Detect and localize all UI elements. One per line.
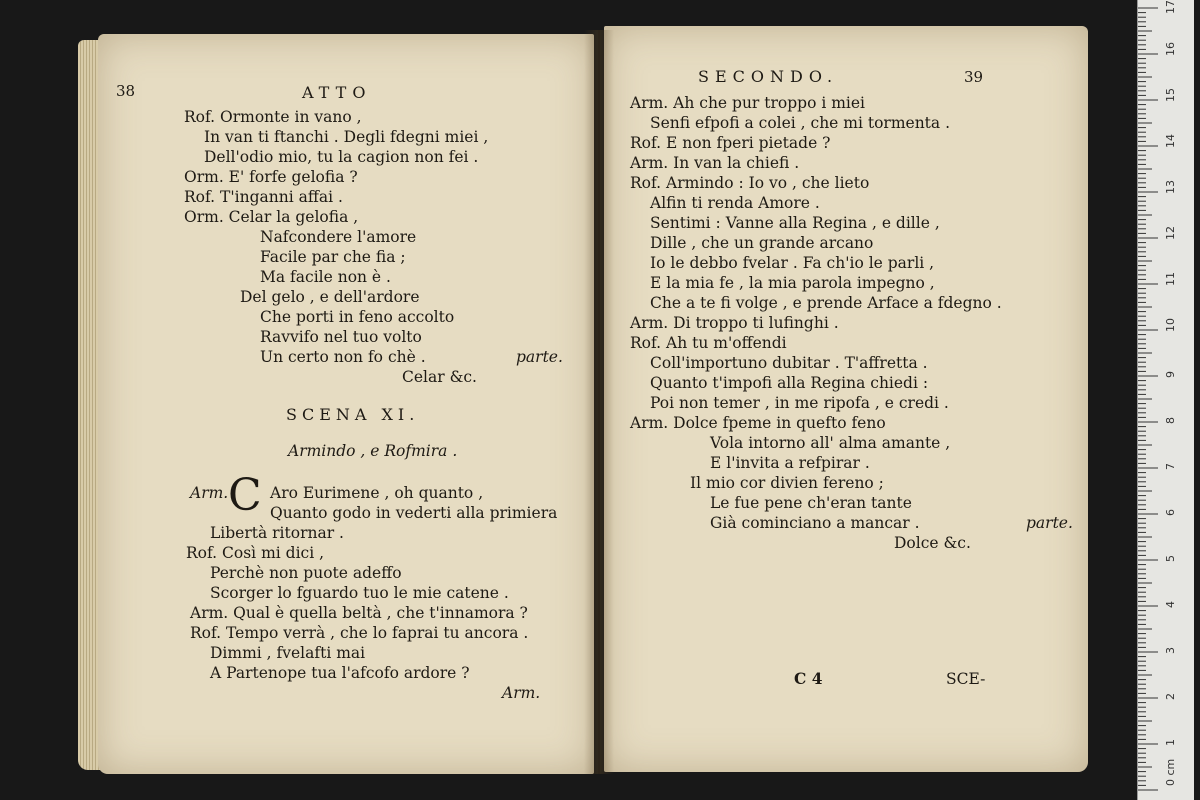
left-running-header: ATTO: [302, 83, 372, 102]
ruler-number: 17: [1164, 0, 1177, 14]
text-line: Rof. Ormonte in vano ,: [184, 108, 362, 126]
stage-direction: parte.: [1026, 514, 1073, 532]
text-line: Il mio cor divien fereno ;: [690, 474, 884, 492]
text-line: Che porti in feno accolto: [260, 308, 455, 326]
text-line: Coll'importuno dubitar . T'affretta .: [650, 354, 928, 372]
ruler-number: 5: [1164, 555, 1177, 562]
text-line: Libertà ritornar .: [210, 524, 344, 542]
text-line: Arm. Ah che pur troppo i miei: [630, 94, 866, 112]
ruler-unit-label: 0 cm: [1164, 758, 1177, 786]
text-line: Poi non temer , in me ripofa , e credi .: [650, 394, 949, 412]
text-line: Dell'odio mio, tu la cagion non fei .: [204, 148, 479, 166]
text-line: Senfi efpofi a colei , che mi tormenta .: [650, 114, 951, 132]
ruler-ticks: [1138, 0, 1194, 800]
ruler-number: 7: [1164, 463, 1177, 470]
text-line: Rof. Armindo : Io vo , che lieto: [630, 174, 870, 192]
ruler-number: 13: [1164, 180, 1177, 194]
ruler-number: 1: [1164, 739, 1177, 746]
catchword: SCE-: [946, 670, 986, 688]
ruler-number: 15: [1164, 88, 1177, 102]
text-line: E l'invita a refpirar .: [710, 454, 870, 472]
text-line: Rof. T'inganni affai .: [184, 188, 343, 206]
scene-characters: Armindo , e Rofmira .: [288, 442, 458, 460]
text-line: Arm. In van la chiefi .: [630, 154, 800, 172]
open-book: [78, 26, 1092, 778]
text-line: Orm. E' forfe gelofia ?: [184, 168, 358, 186]
text-line: Sentimi : Vanne alla Regina , e dille ,: [650, 214, 940, 232]
measuring-ruler: [1137, 0, 1194, 800]
catchword: Arm.: [502, 684, 541, 702]
text-line: Dolce &c.: [894, 534, 971, 552]
ruler-number: 11: [1164, 272, 1177, 286]
text-line: Ravvifo nel tuo volto: [260, 328, 422, 346]
text-line: Arm. Qual è quella beltà , che t'innamora ?: [190, 604, 528, 622]
drop-capital: C: [228, 470, 262, 521]
ruler-number: 2: [1164, 693, 1177, 700]
text-line: Ma facile non è .: [260, 268, 391, 286]
text-line: E la mia fe , la mia parola impegno ,: [650, 274, 935, 292]
text-line: Perchè non puote adeffo: [210, 564, 402, 582]
ruler-number: 14: [1164, 134, 1177, 148]
ruler-number: 9: [1164, 371, 1177, 378]
text-line: Io le debbo fvelar . Fa ch'io le parli ,: [650, 254, 935, 272]
ruler-number: 8: [1164, 417, 1177, 424]
signature-mark: C 4: [794, 669, 823, 688]
text-line: Orm. Celar la gelofia ,: [184, 208, 359, 226]
ruler-number: 12: [1164, 226, 1177, 240]
ruler-number: 3: [1164, 647, 1177, 654]
text-line: In van ti ftanchi . Degli fdegni miei ,: [204, 128, 489, 146]
text-line: Quanto t'impofi alla Regina chiedi :: [650, 374, 929, 392]
text-line: Già cominciano a mancar .: [710, 514, 920, 532]
text-line: Del gelo , e dell'ardore: [240, 288, 420, 306]
text-line: Alfin ti renda Amore .: [650, 194, 820, 212]
text-line: Celar &c.: [402, 368, 477, 386]
text-line: Rof. Ah tu m'offendi: [630, 334, 787, 352]
ruler-number: 6: [1164, 509, 1177, 516]
text-line: Le fue pene ch'eran tante: [710, 494, 912, 512]
right-page-number: 39: [964, 68, 984, 86]
text-line: A Partenope tua l'afcofo ardore ?: [210, 664, 470, 682]
text-line: Facile par che fia ;: [260, 248, 406, 266]
ruler-number: 10: [1164, 318, 1177, 332]
right-page: [604, 26, 1088, 772]
text-line: Rof. E non fperi pietade ?: [630, 134, 831, 152]
text-line: Rof. Così mi dici ,: [186, 544, 325, 562]
ruler-number: 16: [1164, 42, 1177, 56]
text-line: Scorger lo fguardo tuo le mie catene .: [210, 584, 509, 602]
text-line: Quanto godo in vederti alla primiera: [270, 504, 558, 522]
text-line: Nafcondere l'amore: [260, 228, 417, 246]
left-page-number: 38: [116, 82, 136, 100]
text-line: Aro Eurimene , oh quanto ,: [270, 484, 484, 502]
left-page: [98, 34, 594, 774]
speaker-label: Arm.: [190, 484, 229, 502]
ruler-number: 4: [1164, 601, 1177, 608]
stage-direction: parte.: [516, 348, 563, 366]
text-line: Che a te fi volge , e prende Arface a fdegno .: [650, 294, 1002, 312]
right-running-header: SECONDO.: [698, 67, 839, 86]
text-line: Dimmi , fvelafti mai: [210, 644, 366, 662]
text-line: Arm. Di troppo ti lufinghi .: [630, 314, 839, 332]
text-line: Rof. Tempo verrà , che lo faprai tu ancora .: [190, 624, 529, 642]
text-line: Un certo non fo chè .: [260, 348, 426, 366]
text-line: Vola intorno all' alma amante ,: [710, 434, 951, 452]
scene-title: SCENA XI.: [286, 405, 420, 424]
text-line: Dille , che un grande arcano: [650, 234, 874, 252]
book-gutter: [584, 30, 614, 774]
text-line: Arm. Dolce fpeme in quefto feno: [630, 414, 886, 432]
